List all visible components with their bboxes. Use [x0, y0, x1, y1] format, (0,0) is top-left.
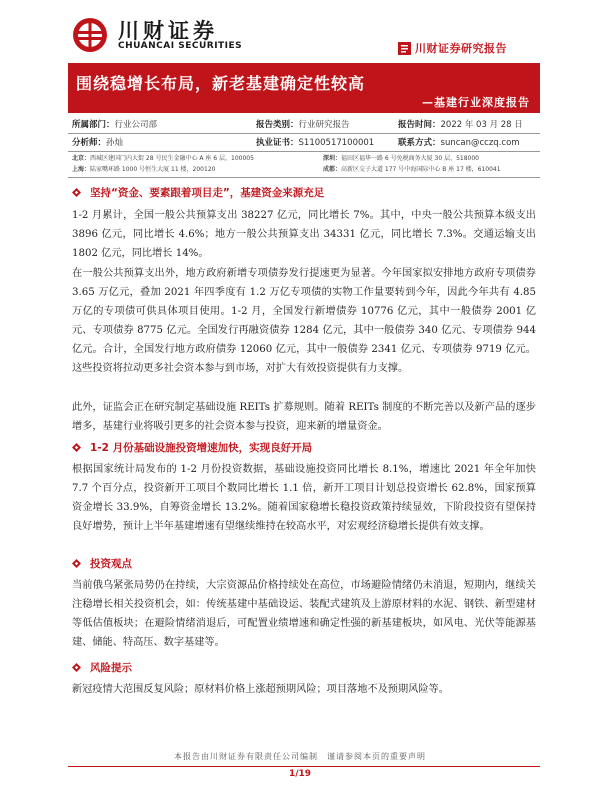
- diamond-bullet-icon: [72, 443, 81, 452]
- address-row-1: [68, 152, 540, 163]
- address-shenzhen-label: 深圳：: [323, 155, 342, 162]
- section-heading-text: 坚持“资金、要素跟着项目走”，基建资金来源充足: [90, 187, 325, 199]
- chuancai-logo-icon: [72, 17, 108, 53]
- date-field: [398, 118, 523, 130]
- section-heading-text: 风险提示: [90, 662, 132, 674]
- address-shenzhen: [323, 153, 479, 162]
- report-title: 围绕稳增长布局，新老基建确定性较高: [76, 74, 366, 93]
- address-beijing: [72, 153, 254, 162]
- meta-row-2: [68, 134, 540, 151]
- report-subtitle: —基建行业深度报告: [422, 96, 530, 109]
- cert-label: 执业证书：: [256, 138, 299, 148]
- office-addresses: [68, 152, 540, 174]
- address-divider: [68, 177, 540, 178]
- report-type-label: [398, 40, 507, 56]
- analyst-label: 分析师：: [72, 138, 107, 148]
- dept-field: [72, 118, 157, 130]
- section-heading: [68, 556, 132, 571]
- paragraph: 此外，证监会正在研究制定基础设施 REITs 扩募规则。随着 REITs 制度的不断完善以及新产品的逐步增多，基建行业将吸引更多的社会资本参与投资，迎来新的增量资金。: [72, 402, 536, 432]
- analyst-field: [72, 136, 123, 148]
- paragraph: 新冠疫情大范围反复风险；原材料价格上涨超预期风险；项目落地不及预期风险等。: [72, 684, 449, 695]
- address-chengdu: [323, 164, 501, 173]
- meta-row-1: [68, 116, 540, 133]
- page-number: 1/19: [288, 769, 312, 779]
- report-type-icon: [398, 42, 411, 55]
- paragraph: 1-2 月累计，全国一般公共预算支出 38227 亿元，同比增长 7%。其中，中央一般公共预算本级支出 3896 亿元，同比增长 4.6%；地方一般公共预算支出 34331 亿元，同比增长 7.3%。交通运输支出 1802 亿元，同比增长 14%。: [72, 210, 536, 259]
- page-header: [0, 0, 600, 70]
- report-type-text: 川财证券研究报告: [415, 42, 507, 55]
- category-value: 行业研究报告: [298, 120, 350, 130]
- contact-value[interactable]: suncan@cczq.com: [440, 138, 520, 148]
- footer-disclaimer: 本报告由川财证券有限责任公司编制 谨请参阅本页的重要声明: [174, 752, 426, 761]
- section-heading-text: 投资观点: [90, 558, 132, 570]
- brand-name-en: CHUANCAI SECURITIES: [118, 41, 243, 51]
- cert-value: S1100517100001: [298, 138, 375, 148]
- address-shanghai-value: 陆家嘴环路 1000 号恒生大厦 11 楼，200120: [90, 166, 216, 173]
- category-label: 报告类别：: [256, 120, 299, 130]
- diamond-bullet-icon: [72, 663, 81, 672]
- section-heading: [68, 440, 312, 455]
- cert-field: [256, 136, 374, 148]
- analyst-value: 孙灿: [106, 138, 124, 148]
- date-value: 2022 年 03 月 28 日: [440, 120, 523, 130]
- diamond-bullet-icon: [72, 559, 81, 568]
- paragraph: 在一般公共预算支出外，地方政府新增专项债券发行提速更为显著。今年国家拟安排地方政府专项债券 3.65 万亿元，叠加 2021 年四季度有 1.2 万亿专项债的实物工作量要转到今年，因此今年共有 4.85 万亿的专项债可供具体项目使用。1-2 月，全国发行新增债券 10776 亿元，其中一般债券 2001 亿元、专项债券 8775 亿元。全国发行再融资债券 1284 亿元，其中一般债券 340 亿元、专项债券 944 亿元。合计，全国发行地方政府债券 12060 亿元，其中一般债券 2341 亿元、专项债券 9719 亿元。这些投资将拉动更多社会资本参与到市场，对扩大有效投资提供有力支撑。: [72, 268, 536, 374]
- diamond-bullet-icon: [72, 188, 81, 197]
- address-shanghai: [72, 164, 215, 173]
- paragraph: 根据国家统计局发布的 1-2 月份投资数据，基础设施投资同比增长 8.1%，增速比 2021 年全年加快 7.7 个百分点，投资新开工项目个数同比增长 1.1 倍，新开工项目计划总投资增长 62.8%，国家预算资金增长 33.9%，自筹资金增长 13.2%。随着国家稳增长稳投资政策持续显效，下阶段投资有望保持良好增势，预计上半年基建增速有望继续维持在较高水平，对宏观经济稳增长提供有效支撑。: [72, 464, 536, 532]
- contact-label: 联系方式：: [398, 138, 441, 148]
- address-row-2: [68, 163, 540, 174]
- dept-value: 行业公司部: [114, 120, 158, 130]
- address-shenzhen-value: 福田区福华一路 6 号免税商务大厦 30 层，518000: [341, 155, 480, 162]
- contact-field: [398, 136, 520, 148]
- category-field: [256, 118, 350, 130]
- title-banner: [68, 65, 540, 113]
- section-heading: [68, 660, 132, 675]
- address-chengdu-value: 高新区交子大道 177 号中海国际中心 B 座 17 楼，610041: [341, 166, 501, 173]
- paragraph: 当前俄乌紧张局势仍在持续，大宗资源品价格持续处在高位，市场避险情绪仍未消退，短期内，继续关注稳增长相关投资机会，如：传统基建中基础设运、装配式建筑及上游原材料的水泥、钢铁、新型建材等低估值板块；在避险情绪消退后，可配置业绩增速和确定性强的新基建板块，如风电、光伏等能源基建、储能、特高压、数字基建等。: [72, 580, 536, 648]
- address-beijing-label: 北京：: [72, 155, 91, 162]
- address-shanghai-label: 上海：: [72, 166, 91, 173]
- address-beijing-value: 西城区建国门内大街 28 号民生金融中心 A 座 6 层，100005: [90, 155, 254, 162]
- report-meta: [68, 116, 540, 152]
- section-heading: [68, 185, 324, 200]
- section-heading-text: 1-2 月份基础设施投资增速加快，实现良好开局: [90, 442, 313, 454]
- date-label: 报告时间：: [398, 120, 441, 130]
- address-chengdu-label: 成都：: [323, 166, 342, 173]
- footer-divider: [68, 766, 540, 767]
- brand-name-cn: 川财证券: [118, 19, 218, 43]
- dept-label: 所属部门：: [72, 120, 115, 130]
